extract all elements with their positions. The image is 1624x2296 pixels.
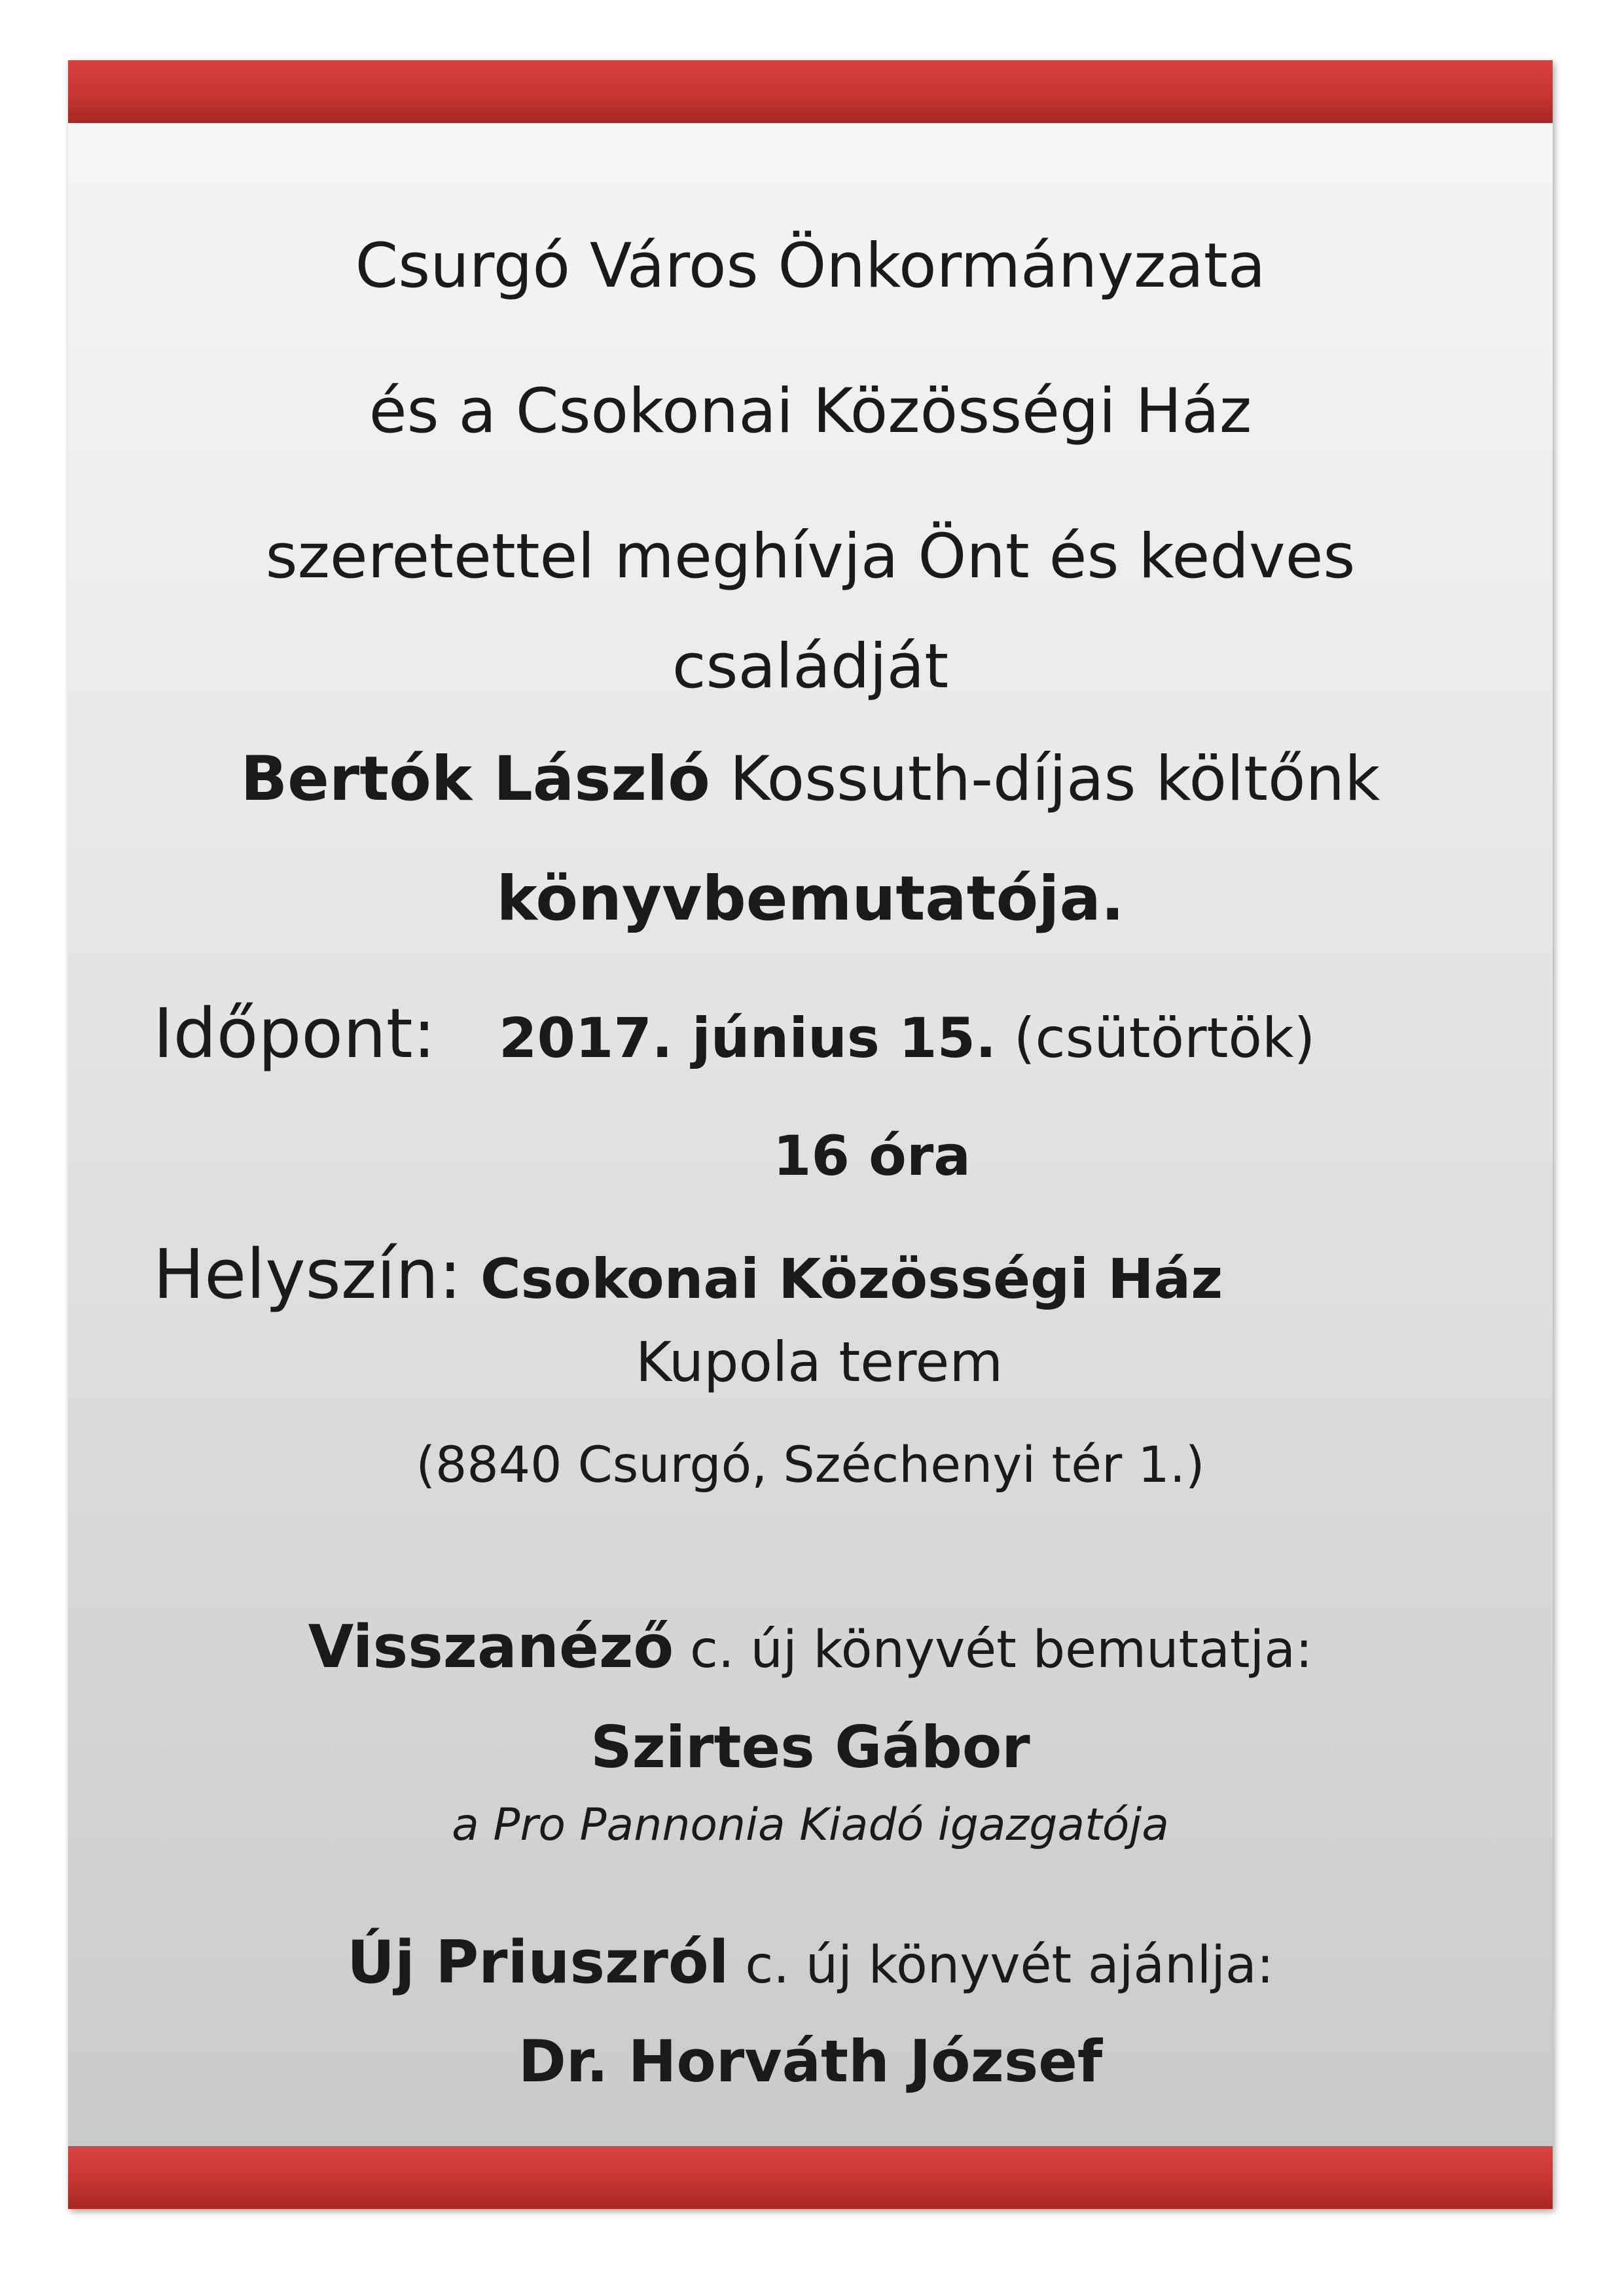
honoree-line [68,744,1553,815]
venue-room: Kupola terem [636,1330,1003,1394]
time-value [499,1006,1316,1070]
book1-presenter-role: a Pro Pannonia Kiadó igazgatója [452,1799,1169,1851]
venue-address: (8840 Csurgó, Széchenyi tér 1.) [416,1435,1205,1494]
event-weekday: (csütörtök) [1013,1006,1316,1070]
event-name: könyvbemutatója. [496,863,1125,935]
honoree-title: Kossuth-díjas költőnk [729,744,1380,815]
event-date: 2017. június 15. [499,1006,996,1070]
invitation-line-2: családját [672,631,949,702]
organizer-line-2: és a Csokonai Közösségi Ház [369,376,1252,447]
time-label: Időpont: [153,994,436,1073]
venue-name: Csokonai Közösségi Ház [480,1247,1223,1311]
book2-line [68,1928,1553,1997]
event-hour: 16 óra [773,1124,971,1188]
honoree-name: Bertók László [240,744,710,815]
book1-text: c. új könyvét bemutatja: [690,1621,1313,1679]
book1-presenter: Szirtes Gábor [590,1713,1030,1781]
invitation-line: szeretettel meghívja Önt és kedves [265,521,1356,592]
bottom-red-band [68,2146,1553,2209]
top-red-band [68,60,1553,123]
book2-title: Új Priuszról [346,1928,729,1997]
organizer-line-1: Csurgó Város Önkormányzata [355,230,1266,302]
book1-title: Visszanéző [308,1613,674,1681]
venue-label: Helyszín: [153,1234,462,1314]
book2-text: c. új könyvét ajánlja: [745,1936,1274,1995]
invitation-poster [68,60,1553,2209]
book1-line [68,1613,1553,1681]
book2-presenter: Dr. Horváth József [518,2028,1103,2095]
